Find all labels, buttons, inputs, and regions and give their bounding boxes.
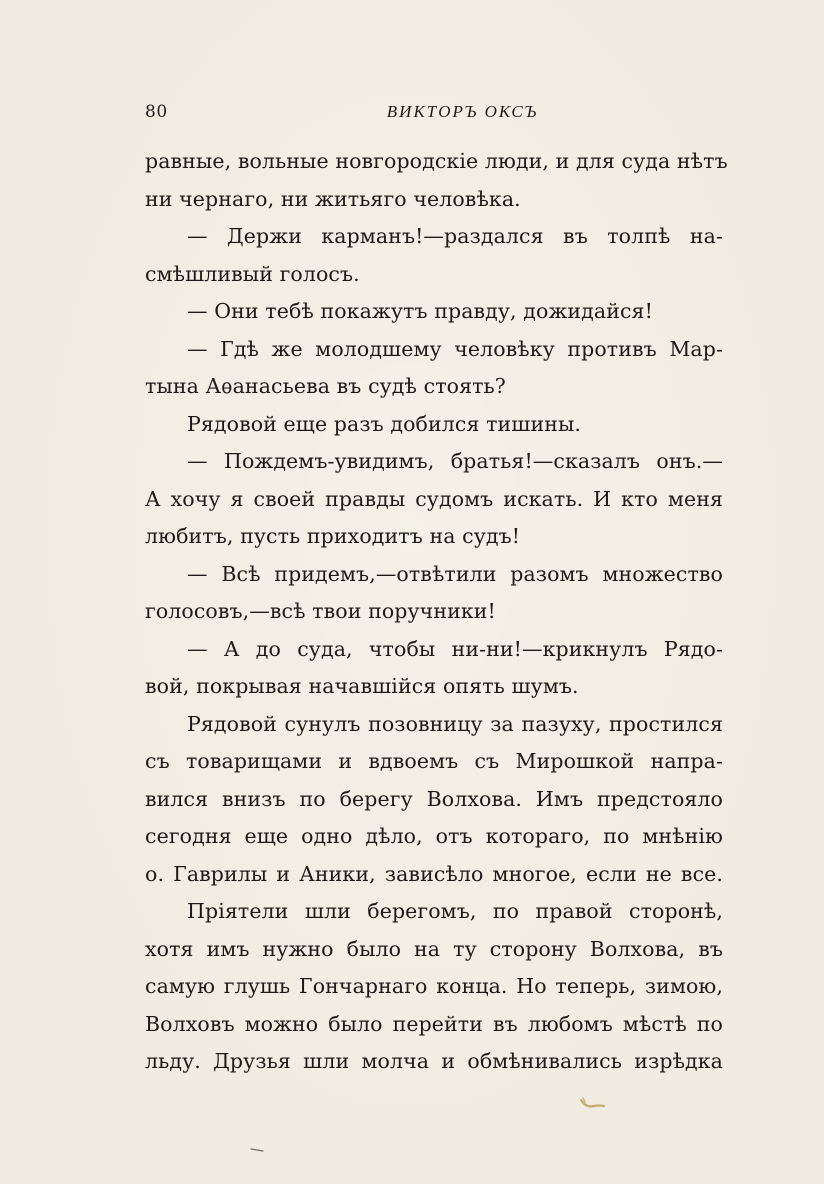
text-line: любитъ, пусть приходитъ на судъ!: [145, 524, 521, 548]
text-line: равные, вольные новгородскіе люди, и для суда нѣтъ: [145, 149, 728, 173]
text-line: Рядовой еще разъ добился тишины.: [187, 411, 582, 436]
text-line: — Держи карманъ!—раздался въ толпѣ на-: [187, 224, 723, 248]
text-line: тына Аѳанасьева въ судѣ стоять?: [145, 374, 506, 398]
text-line: ни чернаго, ни житьяго человѣка.: [145, 186, 521, 211]
text-line: самую глушь Гончарнаго конца. Но теперь, зимою,: [145, 974, 723, 998]
text-line: смѣшливый голосъ.: [145, 261, 360, 286]
stray-mark: [250, 1148, 264, 1152]
text-line: — Они тебѣ покажутъ правду, дожидайся!: [187, 299, 653, 323]
text-line: вился внизъ по берегу Волхова. Имъ предстояло: [145, 786, 723, 811]
text-line: — Гдѣ же молодшему человѣку противъ Мар-: [187, 336, 723, 361]
text-line: сегодня еще одно дѣло, отъ котораго, по мнѣнію: [145, 824, 723, 848]
text-line: — А до суда, чтобы ни-ни!—крикнулъ Рядо-: [187, 636, 723, 661]
text-line: — Всѣ придемъ,—отвѣтили разомъ множество: [187, 561, 723, 586]
text-line: хотя имъ нужно было на ту сторону Волхова, въ: [145, 936, 723, 961]
text-line: Пріятели шли берегомъ, по правой сторонѣ,: [187, 899, 723, 923]
page-header: [145, 100, 720, 128]
text-line: Рядовой сунулъ позовницу за пазуху, простился: [187, 711, 723, 736]
text-line: о. Гаврилы и Аники, зависѣло многое, если не все.: [145, 861, 723, 886]
running-head: ВИКТОРЪ ОКСЪ: [386, 102, 539, 121]
text-line: — Пождемъ-увидимъ, братья!—сказалъ онъ.—: [187, 449, 723, 473]
page-number: 80: [145, 102, 168, 122]
text-line: вой, покрывая начавшійся опять шумъ.: [145, 674, 579, 698]
text-line: А хочу я своей правды судомъ искать. И кто меня: [145, 486, 723, 511]
text-line: голосовъ,—всѣ твои поручники!: [145, 599, 496, 623]
text-line: съ товарищами и вдвоемъ съ Мирошкой напра-: [145, 749, 723, 773]
text-body: [145, 143, 728, 1081]
text-line: Волховъ можно было перейти въ любомъ мѣстѣ по: [145, 1011, 723, 1036]
text-line: льду. Друзья шли молча и обмѣнивались изрѣдка: [145, 1049, 723, 1073]
ink-smudge: [578, 1094, 608, 1112]
